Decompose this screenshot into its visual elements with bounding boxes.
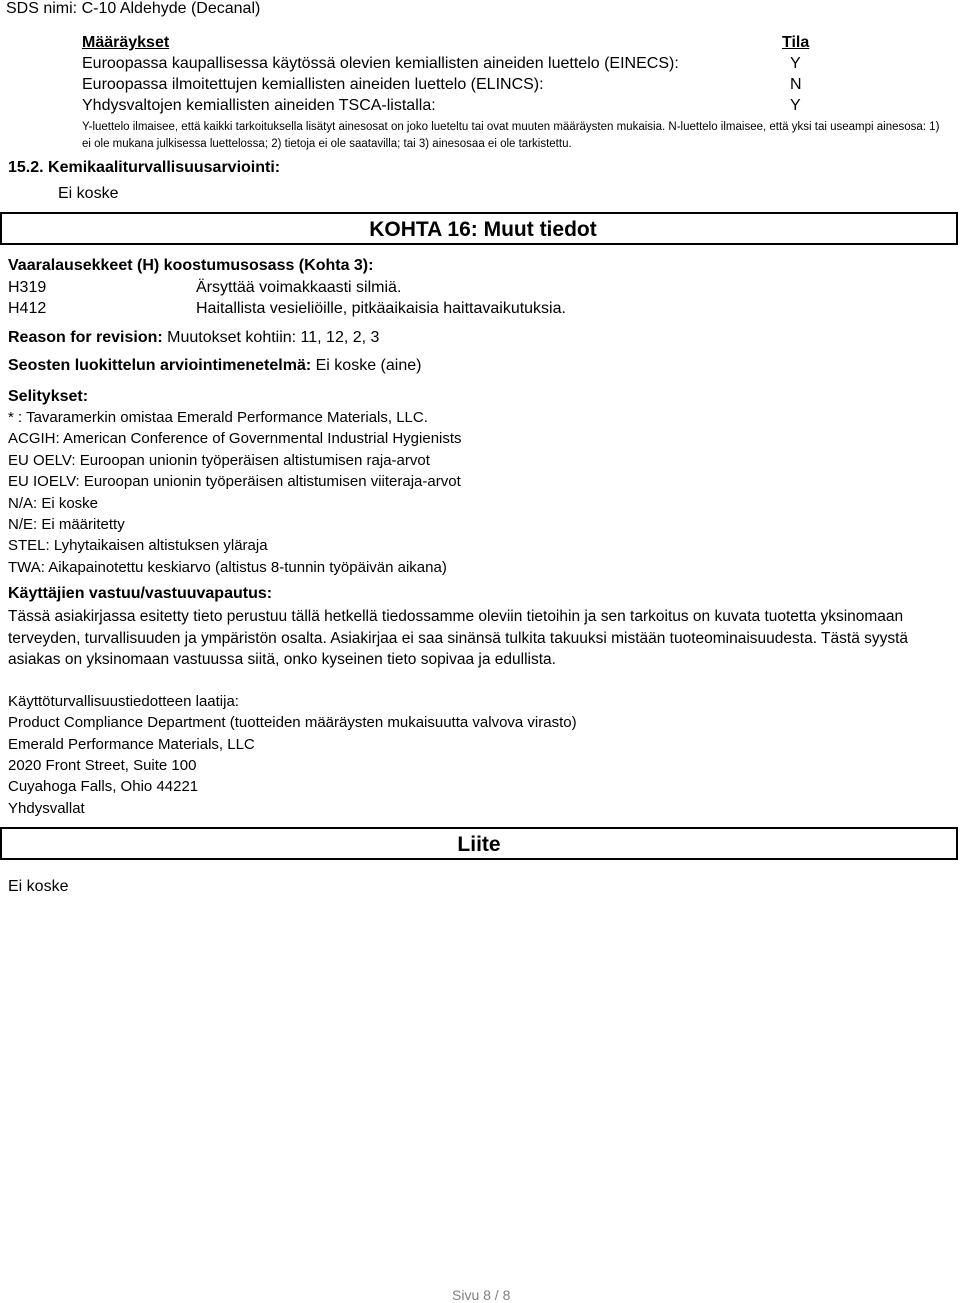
note-y-list: Y-luettelo ilmaisee, että kaikki tarkoituksella lisätyt ainesosat on joko lueteltu tai ovat muuten määräysten mukaisia.: [82, 121, 666, 133]
preparer-line-company: Emerald Performance Materials, LLC: [8, 736, 255, 753]
section-16-title-box: [0, 212, 958, 245]
regulation-row-einecs: Euroopassa kaupallisessa käytössä olevien kemiallisten aineiden luettelo (EINECS):: [82, 55, 679, 72]
regulations-heading: Määräykset: [82, 34, 170, 51]
regulation-status-einecs: Y: [790, 55, 801, 72]
preparer-line-street: 2020 Front Street, Suite 100: [8, 757, 197, 774]
preparer-line-city: Cuyahoga Falls, Ohio 44221: [8, 778, 199, 795]
appendix-title: Liite: [457, 833, 501, 856]
legend-item-stel: STEL: Lyhytaikaisen altistuksen yläraja: [8, 537, 268, 554]
legend-item-trademark: * : Tavaramerkin omistaa Emerald Performance Materials, LLC.: [8, 409, 428, 426]
disclaimer-heading: Käyttäjien vastuu/vastuuvapautus:: [8, 585, 273, 602]
regulation-row-elincs: Euroopassa ilmoitettujen kemiallisten aineiden luettelo (ELINCS):: [82, 76, 544, 93]
hazard-statements-heading: Vaaralausekkeet (H) koostumusosass (Kohta 3):: [8, 257, 374, 274]
legend-item-eu-oelv: EU OELV: Euroopan unionin työperäisen altistumisen raja-arvot: [8, 452, 430, 469]
revision-label: Reason for revision:: [8, 329, 163, 346]
hazard-text-h412: Haitallista vesieliöille, pitkäaikaisia haittavaikutuksia.: [196, 300, 566, 317]
appendix-title-box: [0, 827, 958, 860]
note-n-list: N-luettelo ilmaisee, että yksi tai useampi ainesosa: 1) ei ole mukana julkisessa luettelossa; 2) tietoja ei ole saatavilla; tai 3) ainesosaa ei ole tarkistettu.: [82, 121, 940, 150]
legend-item-acgih: ACGIH: American Conference of Governmental Industrial Hygienists: [8, 430, 462, 447]
classification-method-label: Seosten luokittelun arviointimenetelmä:: [8, 357, 312, 374]
legend-item-eu-ioelv: EU IOELV: Euroopan unionin työperäisen altistumisen viiteraja-arvot: [8, 473, 461, 490]
revision-value: Muutokset kohtiin: 11, 12, 2, 3: [167, 329, 380, 346]
revision-line: [8, 329, 379, 347]
legend-item-na: N/A: Ei koske: [8, 495, 99, 512]
disclaimer-text: Tässä asiakirjassa esitetty tieto perustuu tällä hetkellä tiedossamme oleviin tietoihin ja sen tarkoitus on kuvata tuotetta yksinomaan terveyden, turvallisuuden ja ympäristön osalta. Asiakirjaa ei saa sinänsä tulkita takuuksi mistään tuoteominaisuudesta. Tästä syystä asiakas on yksinomaan vastuussa siitä, onko kyseinen tieto sopivaa ja edullista.: [8, 608, 909, 668]
page-number: Sivu 8 / 8: [452, 1287, 511, 1303]
preparer-line-country: Yhdysvallat: [8, 800, 85, 817]
regulation-status-tsca: Y: [790, 97, 801, 114]
legend-heading: Selitykset:: [8, 388, 89, 405]
sds-name-header: SDS nimi: C-10 Aldehyde (Decanal): [6, 0, 261, 17]
classification-method-line: [8, 357, 421, 375]
regulation-row-tsca: Yhdysvaltojen kemiallisten aineiden TSCA-listalla:: [82, 97, 436, 114]
regulation-status-elincs: N: [790, 76, 802, 93]
legend-item-twa: TWA: Aikapainotettu keskiarvo (altistus 8-tunnin työpäivän aikana): [8, 559, 447, 576]
legend-item-ne: N/E: Ei määritetty: [8, 516, 125, 533]
appendix-value: Ei koske: [8, 878, 69, 895]
section-15-2-heading: 15.2. Kemikaaliturvallisuusarviointi:: [8, 159, 281, 176]
classification-method-value: Ei koske (aine): [315, 357, 422, 374]
status-heading: Tila: [782, 34, 810, 51]
hazard-code-h319: H319: [8, 279, 47, 296]
preparer-heading: Käyttöturvallisuustiedotteen laatija:: [8, 693, 239, 710]
regulation-note: [82, 119, 942, 153]
hazard-code-h412: H412: [8, 300, 47, 317]
preparer-line-department: Product Compliance Department (tuotteiden määräysten mukaisuutta valvova virasto): [8, 714, 577, 731]
hazard-text-h319: Ärsyttää voimakkaasti silmiä.: [196, 279, 402, 296]
section-15-2-value: Ei koske: [58, 185, 119, 202]
section-16-title: KOHTA 16: Muut tiedot: [369, 218, 597, 241]
